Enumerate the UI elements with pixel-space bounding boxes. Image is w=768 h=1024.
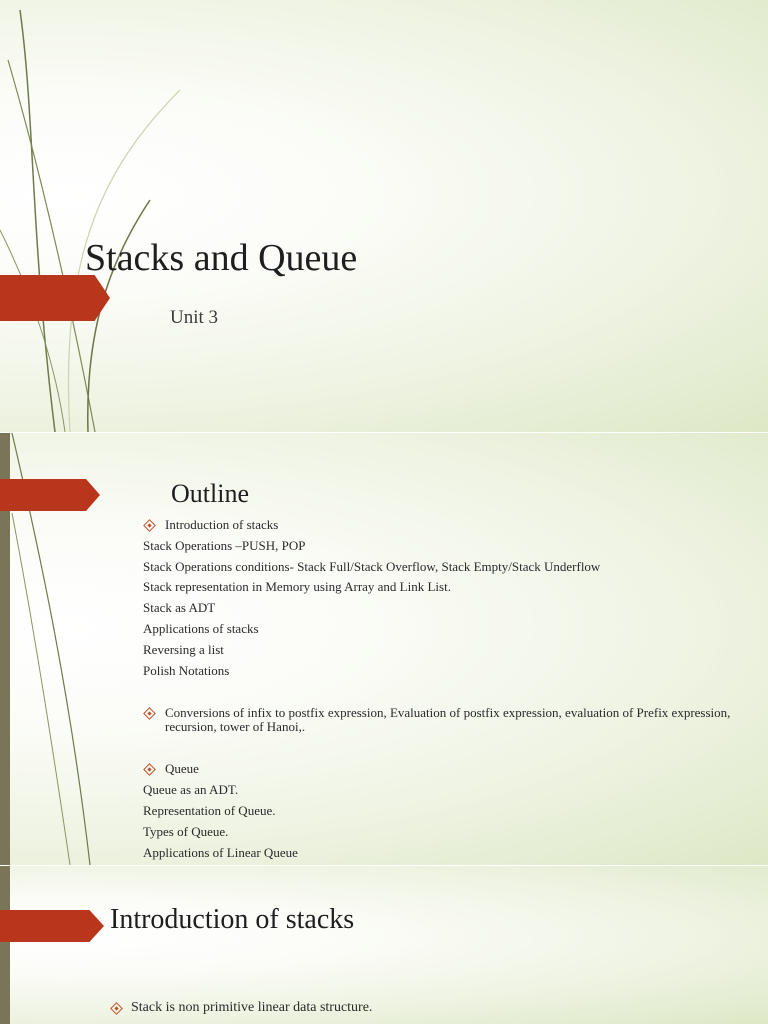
outline-item: Stack as ADT — [143, 600, 216, 615]
outline-item: Applications of Linear Queue — [143, 845, 298, 860]
diamond-bullet-icon — [143, 763, 156, 776]
intro-item: Stack is non primitive linear data structure. — [131, 1000, 373, 1015]
outline-item: Stack representation in Memory using Array and Link List. — [143, 579, 451, 594]
outline-item: Queue as an ADT. — [143, 782, 239, 797]
accent-arrow-tab — [0, 479, 100, 511]
outline-item: Applications of stacks — [143, 621, 259, 636]
slide-heading: Introduction of stacks — [110, 904, 355, 935]
outline-item: Polish Notations — [143, 663, 230, 678]
outline-item: Introduction of stacks — [165, 517, 279, 532]
outline-item: Stack Operations conditions- Stack Full/Stack Overflow, Stack Empty/Stack Underflow — [143, 559, 601, 574]
slide-title-text: Stacks and Queue — [85, 237, 358, 279]
outline-item: Reversing a list — [143, 642, 224, 657]
accent-arrow-tab — [0, 275, 110, 321]
accent-arrow-tab — [0, 910, 104, 942]
slide-heading: Outline — [171, 479, 249, 508]
outline-item: Queue — [165, 761, 199, 776]
slide-title — [0, 0, 768, 432]
slide-subtitle: Unit 3 — [170, 307, 219, 328]
sidebar-strip — [0, 866, 10, 1024]
outline-item: Types of Queue. — [143, 824, 229, 839]
outline-item: Stack Operations –PUSH, POP — [143, 538, 306, 553]
diamond-bullet-icon — [143, 707, 156, 720]
outline-item: Conversions of infix to postfix expression, Evaluation of postfix expression, evaluation of Prefix expression, recursion, tower of Hanoi,. — [165, 705, 731, 734]
slide-introduction — [0, 866, 768, 1024]
outline-item: Representation of Queue. — [143, 803, 276, 818]
diamond-bullet-icon — [143, 519, 156, 532]
diamond-bullet-icon — [110, 1002, 123, 1015]
decorative-swoosh-lines — [0, 0, 220, 432]
slide-outline — [0, 433, 768, 865]
